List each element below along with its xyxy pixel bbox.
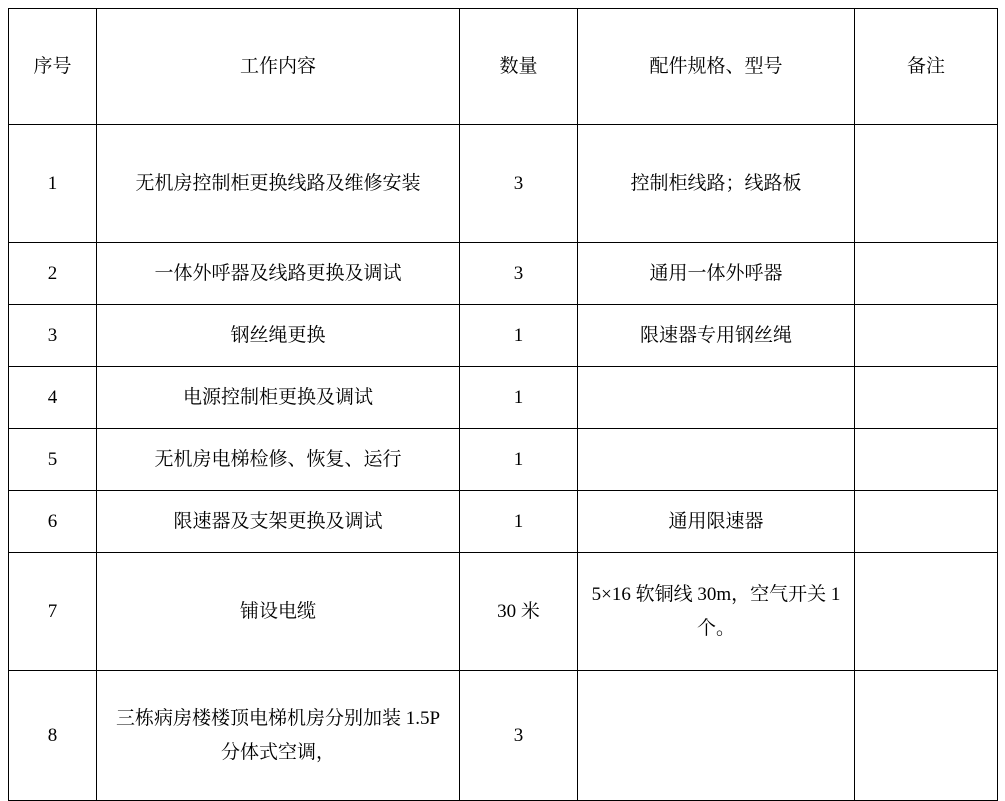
cell-no: 1: [9, 125, 97, 243]
cell-qty: 3: [460, 125, 578, 243]
cell-no: 8: [9, 671, 97, 801]
column-header-spec: 配件规格、型号: [578, 9, 855, 125]
column-header-qty: 数量: [460, 9, 578, 125]
cell-qty: 1: [460, 305, 578, 367]
cell-note: [855, 671, 998, 801]
table-row: [9, 429, 998, 491]
table-row: [9, 367, 998, 429]
cell-work: 无机房电梯检修、恢复、运行: [97, 429, 460, 491]
cell-note: [855, 429, 998, 491]
cell-qty: 1: [460, 491, 578, 553]
cell-spec: 控制柜线路；线路板: [578, 125, 855, 243]
cell-work: 铺设电缆: [97, 553, 460, 671]
cell-no: 3: [9, 305, 97, 367]
table-header-row: [9, 9, 998, 125]
table-row: [9, 553, 998, 671]
cell-spec: 通用限速器: [578, 491, 855, 553]
table-row: [9, 671, 998, 801]
cell-no: 6: [9, 491, 97, 553]
cell-work: 电源控制柜更换及调试: [97, 367, 460, 429]
cell-no: 5: [9, 429, 97, 491]
cell-note: [855, 367, 998, 429]
column-header-work: 工作内容: [97, 9, 460, 125]
cell-no: 4: [9, 367, 97, 429]
cell-work: 限速器及支架更换及调试: [97, 491, 460, 553]
table-row: [9, 125, 998, 243]
cell-work: 三栋病房楼楼顶电梯机房分别加装 1.5P 分体式空调，: [97, 671, 460, 801]
cell-work: 钢丝绳更换: [97, 305, 460, 367]
table-row: [9, 243, 998, 305]
cell-spec: 5×16 软铜线 30m，空气开关 1 个。: [578, 553, 855, 671]
cell-work: 一体外呼器及线路更换及调试: [97, 243, 460, 305]
cell-no: 7: [9, 553, 97, 671]
cell-spec: [578, 671, 855, 801]
cell-note: [855, 243, 998, 305]
table-row: [9, 305, 998, 367]
cell-note: [855, 553, 998, 671]
cell-qty: 1: [460, 429, 578, 491]
cell-qty: 1: [460, 367, 578, 429]
cell-spec: [578, 367, 855, 429]
cell-no: 2: [9, 243, 97, 305]
elevator-maintenance-table: [8, 8, 998, 801]
cell-qty: 30 米: [460, 553, 578, 671]
cell-note: [855, 491, 998, 553]
cell-spec: 限速器专用钢丝绳: [578, 305, 855, 367]
cell-qty: 3: [460, 243, 578, 305]
cell-note: [855, 125, 998, 243]
column-header-no: 序号: [9, 9, 97, 125]
cell-qty: 3: [460, 671, 578, 801]
cell-work: 无机房控制柜更换线路及维修安装: [97, 125, 460, 243]
column-header-note: 备注: [855, 9, 998, 125]
table-row: [9, 491, 998, 553]
cell-spec: [578, 429, 855, 491]
cell-note: [855, 305, 998, 367]
cell-spec: 通用一体外呼器: [578, 243, 855, 305]
